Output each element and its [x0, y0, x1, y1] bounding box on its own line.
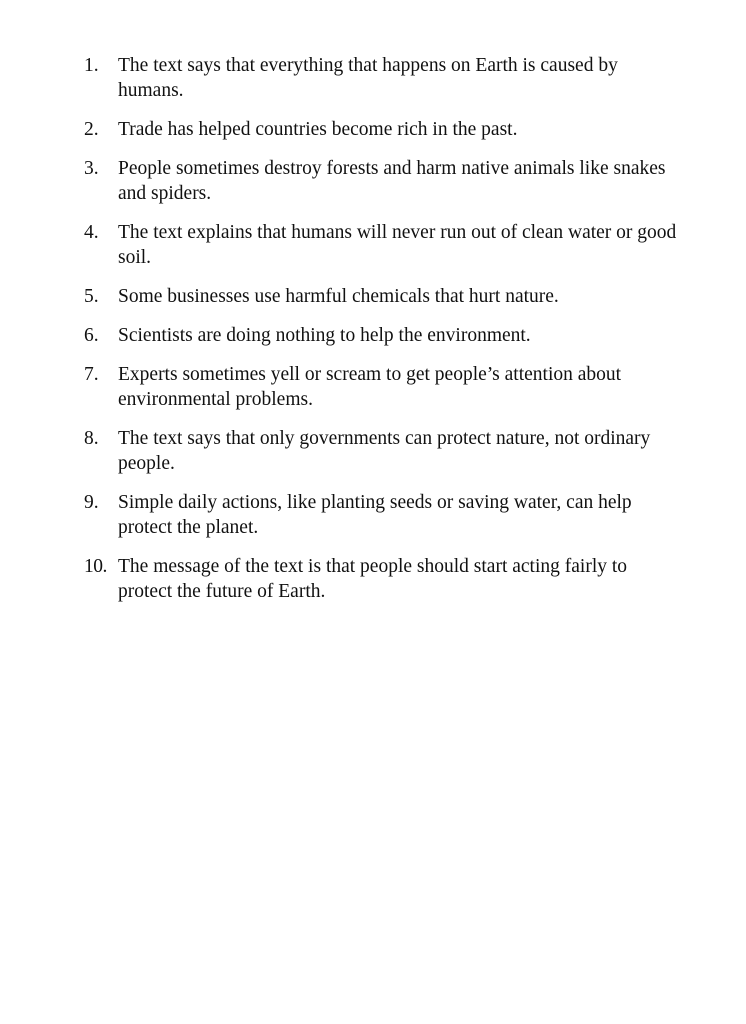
statement-number: 10. [84, 556, 107, 577]
statement-item [84, 284, 684, 309]
statement-number: 8. [84, 428, 99, 449]
statement-text: People sometimes destroy forests and harm native animals like snakes and spiders. [118, 158, 666, 204]
statement-item [84, 362, 684, 412]
statement-text: The message of the text is that people should start acting fairly to protect the future of Earth. [118, 556, 628, 602]
statement-item [84, 426, 684, 476]
statement-number: 1. [84, 55, 99, 76]
statement-text: Simple daily actions, like planting seeds or saving water, can help protect the planet. [118, 492, 632, 538]
statement-text: The text says that only governments can protect nature, not ordinary people. [118, 428, 651, 474]
statement-text: The text says that everything that happens on Earth is caused by humans. [118, 55, 618, 101]
statement-number: 5. [84, 286, 99, 307]
statement-text: Some businesses use harmful chemicals that hurt nature. [118, 286, 559, 307]
statement-number: 3. [84, 158, 99, 179]
statement-text: Trade has helped countries become rich in the past. [118, 119, 518, 140]
statement-text: Scientists are doing nothing to help the environment. [118, 325, 531, 346]
statement-number: 7. [84, 364, 99, 385]
statement-text: The text explains that humans will never run out of clean water or good soil. [118, 222, 677, 268]
statement-number: 9. [84, 492, 99, 513]
statement-item [84, 53, 684, 103]
statement-item [84, 117, 684, 142]
statement-item [84, 220, 684, 270]
statement-item [84, 554, 684, 604]
statement-list [84, 53, 684, 618]
statement-number: 4. [84, 222, 99, 243]
statement-item [84, 323, 684, 348]
statement-text: Experts sometimes yell or scream to get people’s attention about environmental problems. [118, 364, 622, 410]
statement-number: 2. [84, 119, 99, 140]
statement-number: 6. [84, 325, 99, 346]
statement-item [84, 156, 684, 206]
statement-item [84, 490, 684, 540]
